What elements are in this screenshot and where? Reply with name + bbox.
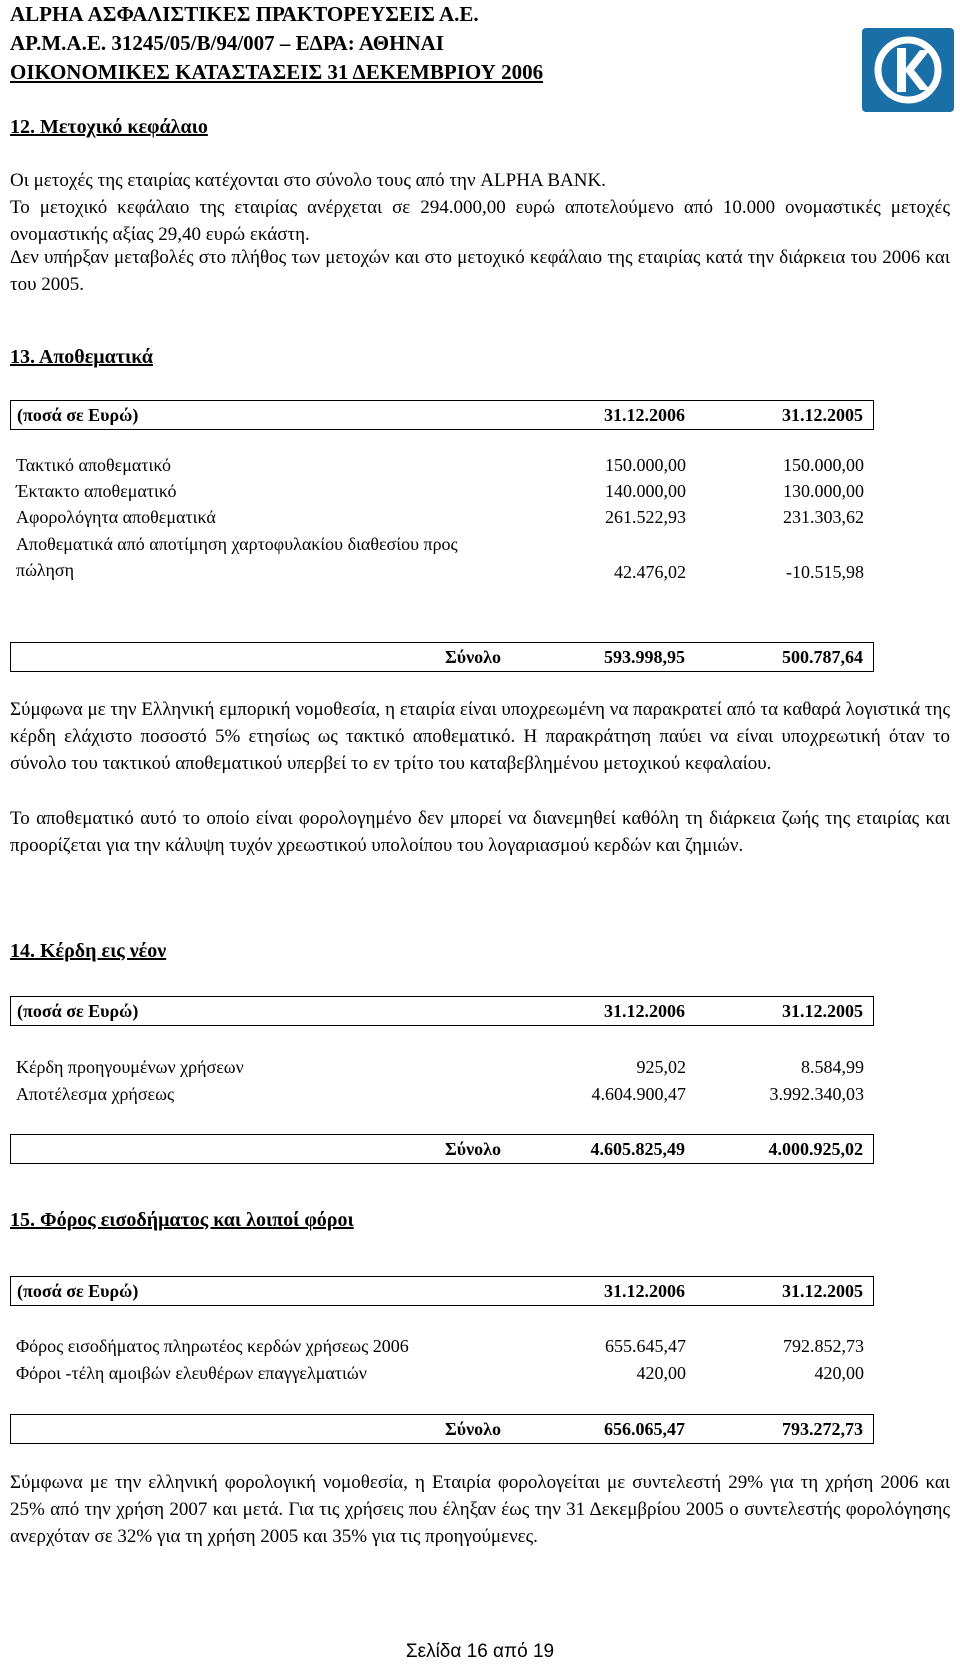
table-row xyxy=(10,1081,874,1109)
section-15-para-1: Σύμφωνα με την ελληνική φορολογική νομοθεσία, η Εταιρία φορολογείται με συντελεστή 29% για τη χρήση 2006 και 25% από την χρήση 2007 και μετά. Για τις χρήσεις που έληξαν έως την 31 Δεκεμβρίου 2005 ο συντελεστής φορολόγησης ανερχόταν σε 32% για τη χρήση 2005 και 35% για τις προηγούμενες. xyxy=(10,1472,950,1547)
row-value-2005: 3.992.340,03 xyxy=(769,1084,864,1104)
row-label: Φόρος εισοδήματος πληρωτέος κερδών χρήσεως 2006 xyxy=(16,1336,409,1356)
total-value-2006: 4.605.825,49 xyxy=(590,1139,685,1159)
section-13-title: 13. Αποθεματικά xyxy=(10,346,153,368)
company-name: ALPHA ΑΣΦΑΛΙΣΤΙΚΕΣ ΠΡΑΚΤΟΡΕΥΣΕΙΣ Α.Ε. xyxy=(10,2,479,26)
alpha-bank-logo-icon xyxy=(862,28,954,112)
row-label: Αποθεματικά από αποτίμηση χαρτοφυλακίου διαθεσίου προς πώληση xyxy=(16,534,458,580)
column-2006-header: 31.12.2006 xyxy=(604,1281,685,1301)
column-2005-header: 31.12.2005 xyxy=(782,405,863,425)
row-value-2006: 655.645,47 xyxy=(605,1336,686,1356)
total-label: Σύνολο xyxy=(445,647,501,667)
row-value-2006: 150.000,00 xyxy=(605,455,686,475)
total-value-2005: 500.787,64 xyxy=(782,647,863,667)
row-value-2006: 140.000,00 xyxy=(605,481,686,501)
row-label: Αφορολόγητα αποθεματικά xyxy=(16,507,216,527)
section-12-para-1: Οι μετοχές της εταιρίας κατέχονται στο σύνολο τους από την ALPHA BANK. xyxy=(10,170,606,191)
row-value-2006: 261.522,93 xyxy=(605,507,686,527)
row-value-2005: 130.000,00 xyxy=(783,481,864,501)
total-label: Σύνολο xyxy=(445,1139,501,1159)
table-row xyxy=(10,452,874,480)
section-13-table-header xyxy=(10,400,874,430)
row-value-2005: 8.584,99 xyxy=(801,1057,864,1077)
row-label: Φόροι -τέλη αμοιβών ελευθέρων επαγγελματιών xyxy=(16,1363,367,1383)
row-value-2005: 420,00 xyxy=(814,1363,864,1383)
section-14-table-header xyxy=(10,996,874,1026)
row-value-2005: -10.515,98 xyxy=(786,562,864,582)
row-value-2006: 420,00 xyxy=(636,1363,686,1383)
section-12-title: 12. Μετοχικό κεφάλαιο xyxy=(10,116,208,138)
table-row xyxy=(10,1054,874,1082)
table-row xyxy=(10,504,874,532)
row-label: Τακτικό αποθεματικό xyxy=(16,455,172,475)
table-row xyxy=(10,478,874,506)
column-2006-header: 31.12.2006 xyxy=(604,405,685,425)
column-2005-header: 31.12.2005 xyxy=(782,1001,863,1021)
section-14-total-row xyxy=(10,1134,874,1164)
row-value-2005: 792.852,73 xyxy=(783,1336,864,1356)
total-label: Σύνολο xyxy=(445,1419,501,1439)
section-15-total-row xyxy=(10,1414,874,1444)
section-12-para-3: Δεν υπήρξαν μεταβολές στο πλήθος των μετοχών και στο μετοχικό κεφάλαιο της εταιρίας κατά την διάρκεια του 2006 και του 2005. xyxy=(10,247,950,295)
column-2006-header: 31.12.2006 xyxy=(604,1001,685,1021)
total-value-2006: 656.065,47 xyxy=(604,1419,685,1439)
table-row xyxy=(10,1333,874,1361)
section-15-table-header xyxy=(10,1276,874,1306)
registration-line: ΑΡ.Μ.Α.Ε. 31245/05/Β/94/007 – ΕΔΡΑ: ΑΘΗΝΑΙ xyxy=(10,31,444,55)
row-label: Έκτακτο αποθεματικό xyxy=(16,481,177,501)
row-label: Κέρδη προηγουμένων χρήσεων xyxy=(16,1057,244,1077)
row-value-2005: 231.303,62 xyxy=(783,507,864,527)
table-row xyxy=(10,531,874,587)
section-14-title: 14. Κέρδη εις νέον xyxy=(10,940,167,962)
section-15-title: 15. Φόρος εισοδήματος και λοιποί φόροι xyxy=(10,1209,354,1231)
section-12-para-2: Το μετοχικό κεφάλαιο της εταιρίας ανέρχεται σε 294.000,00 ευρώ αποτελούμενο από 10.000 ονομαστικές μετοχές ονομαστικής αξίας 29,40 ευρώ εκάστη. xyxy=(10,197,950,245)
section-13-para-1: Σύμφωνα με την Ελληνική εμπορική νομοθεσία, η εταιρία είναι υποχρεωμένη να παρακρατεί από τα καθαρά λογιστικά της κέρδη ελάχιστο ποσοστό 5% ετησίως ως τακτικό αποθεματικό. Η παρακράτηση παύει να είναι υποχρεωτική όταν το σύνολο του τακτικού αποθεματικού υπερβεί το εν τρίτο του καταβεβλημένου μετοχικού κεφαλαίου. xyxy=(10,699,950,774)
amount-unit-label: (ποσά σε Ευρώ) xyxy=(17,1001,139,1021)
document-header xyxy=(10,0,770,87)
column-2005-header: 31.12.2005 xyxy=(782,1281,863,1301)
table-row xyxy=(10,1360,874,1388)
statements-title: ΟΙΚΟΝΟΜΙΚΕΣ ΚΑΤΑΣΤΑΣΕΙΣ 31 ΔΕΚΕΜΒΡΙΟΥ 2006 xyxy=(10,60,544,84)
row-value-2006: 925,02 xyxy=(636,1057,686,1077)
total-value-2005: 793.272,73 xyxy=(782,1419,863,1439)
row-value-2005: 150.000,00 xyxy=(783,455,864,475)
row-value-2006: 4.604.900,47 xyxy=(591,1084,686,1104)
amount-unit-label: (ποσά σε Ευρώ) xyxy=(17,1281,139,1301)
section-13-para-2: Το αποθεματικό αυτό το οποίο είναι φορολογημένο δεν μπορεί να διανεμηθεί καθόλη τη διάρκεια ζωής της εταιρίας και προορίζεται για την κάλυψη τυχόν χρεωστικού υπολοίπου του λογαριασμού κερδών και ζημιών. xyxy=(10,808,950,856)
total-value-2006: 593.998,95 xyxy=(604,647,685,667)
row-label: Αποτέλεσμα χρήσεως xyxy=(16,1084,175,1104)
total-value-2005: 4.000.925,02 xyxy=(768,1139,863,1159)
amount-unit-label: (ποσά σε Ευρώ) xyxy=(17,405,139,425)
section-13-total-row xyxy=(10,642,874,672)
row-value-2006: 42.476,02 xyxy=(614,562,686,582)
page-number: Σελίδα 16 από 19 xyxy=(405,1641,555,1662)
